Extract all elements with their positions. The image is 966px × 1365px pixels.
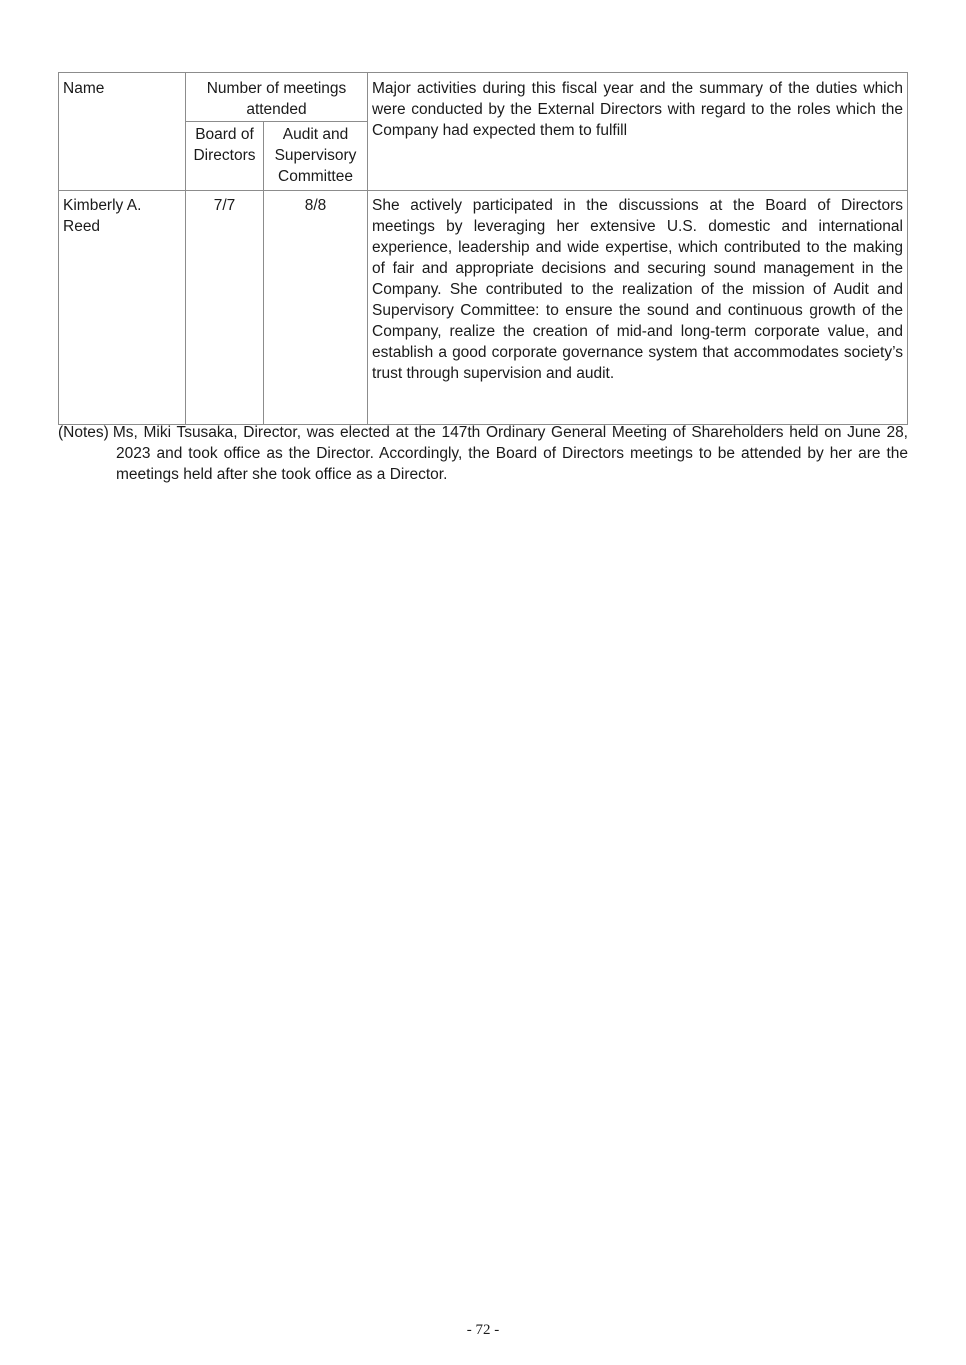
external-director-activities-table — [58, 72, 908, 425]
activities-description: She actively participated in the discussions at the Board of Directors meetings by leveraging her extensive U.S. domestic and international experience, leadership and wide expertise, which contributed to the making of fair and appropriate decisions and securing sound management in the Company. She contributed to the realization of the mission of Audit and Supervisory Committee: to ensure the sound and continuous growth of the Company, realize the creation of mid-and long-term corporate value, and establish a good corporate governance system that accommodates society’s trust through supervision and audit. — [368, 191, 908, 425]
audit-attendance: 8/8 — [264, 191, 368, 425]
director-name: Kimberly A. Reed — [59, 191, 186, 425]
page-number: - 72 - — [466, 1322, 500, 1338]
header-meetings-attended: Number of meetings attended — [186, 73, 368, 122]
header-name: Name — [59, 73, 186, 191]
notes-label: (Notes) — [58, 424, 109, 441]
board-attendance: 7/7 — [186, 191, 264, 425]
header-board-of-directors: Board of Directors — [186, 122, 264, 191]
header-major-activities: Major activities during this fiscal year and the summary of the duties which were conducted by the External Directors with regard to the roles which the Company had expected them to fulfill — [368, 73, 908, 191]
header-audit-committee: Audit and Supervisory Committee — [264, 122, 368, 191]
notes-text: Ms, Miki Tsusaka, Director, was elected at the 147th Ordinary General Meeting of Shareholders held on June 28, 2023 and took office as the Director. Accordingly, the Board of Directors meetings to be attended by her are the meetings held after she took office as a Director. — [112, 424, 908, 483]
notes-paragraph — [58, 422, 908, 485]
table-header-row — [59, 73, 908, 122]
table-row — [59, 191, 908, 425]
